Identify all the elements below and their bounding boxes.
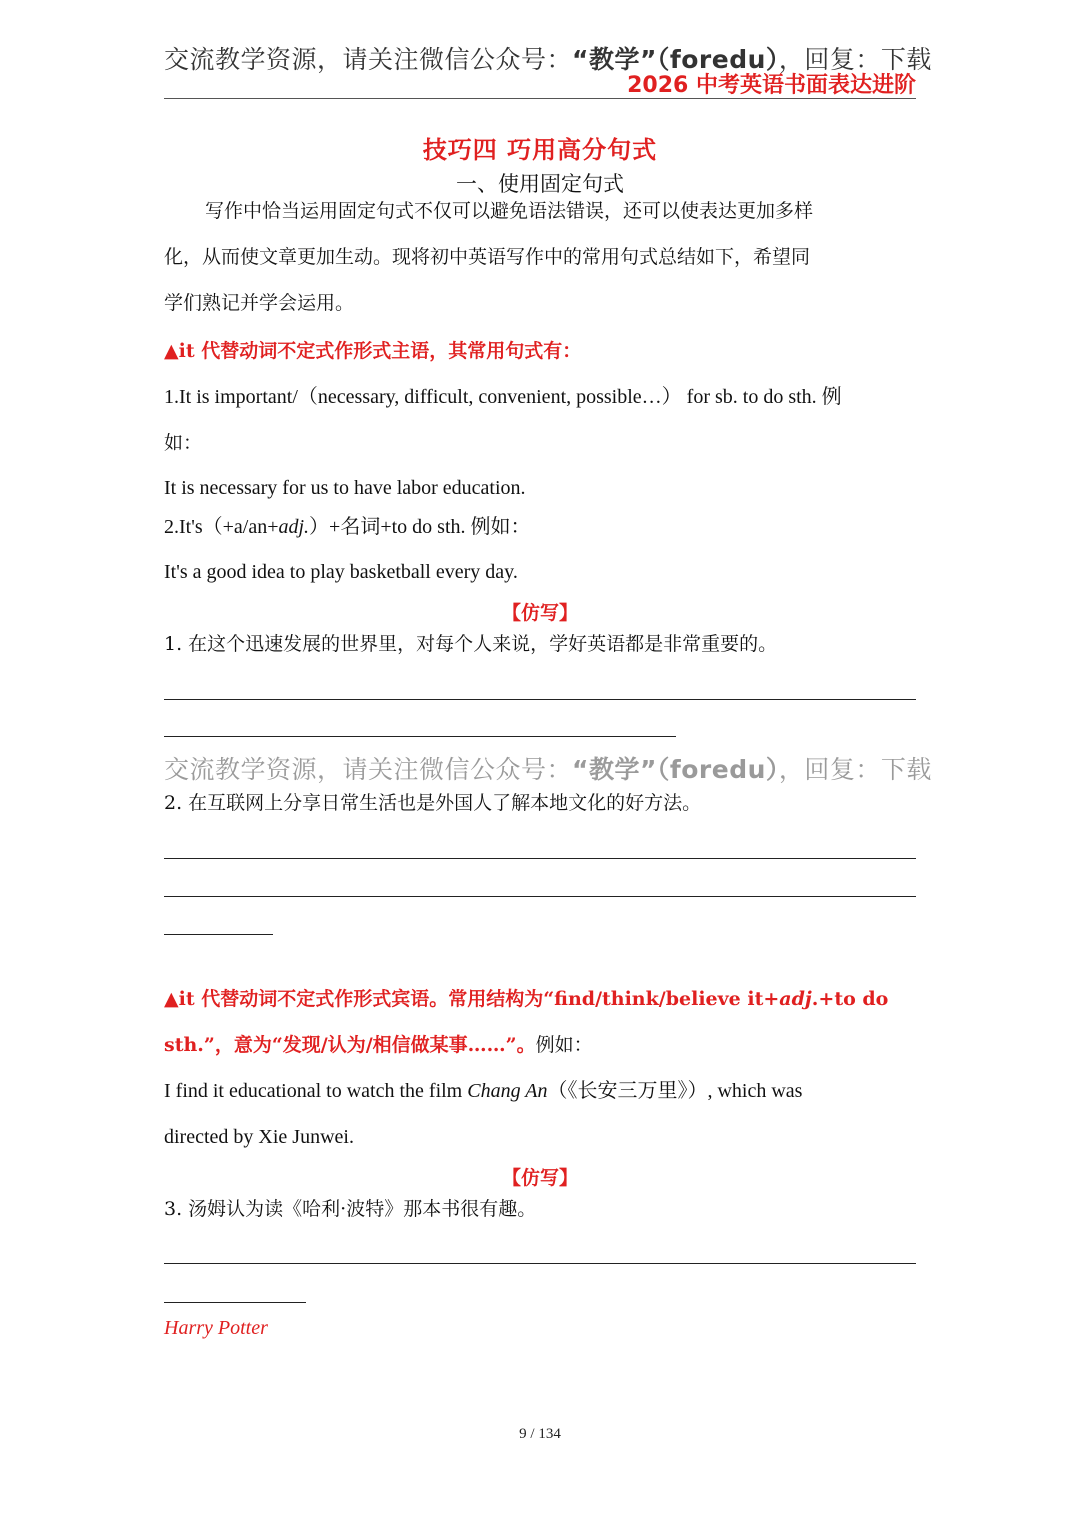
header-divider: [164, 98, 916, 99]
answer-blank[interactable]: [164, 736, 676, 737]
part2-heading-line-2-red: sth.”，意为“发现/认为/相信做某事……”。: [164, 1034, 536, 1056]
answer-blank[interactable]: [164, 699, 916, 700]
part2-heading-suffix: .+to do: [811, 988, 889, 1010]
mid-watermark: [164, 750, 932, 786]
part2-heading-line-2: [164, 1032, 593, 1058]
exercise-3: 3. 汤姆认为读《哈利·波特》那本书很有趣。: [164, 1198, 537, 1220]
watermark-suffix: ，回复：下载: [778, 755, 932, 784]
answer-blank[interactable]: [164, 1302, 306, 1303]
watermark-suffix: ，回复：下载: [778, 45, 932, 74]
watermark-bold: “教学”（foredu）: [572, 45, 779, 74]
watermark-bold: “教学”（foredu）: [572, 755, 779, 784]
answer-blank[interactable]: [164, 1263, 916, 1264]
part2-heading-line-1: [164, 986, 888, 1012]
exercise-1: 1. 在这个迅速发展的世界里，对每个人来说，学好英语都是非常重要的。: [164, 633, 778, 655]
example-1: It is necessary for us to have labor education.: [164, 477, 526, 499]
answer-blank[interactable]: [164, 858, 916, 859]
part2-heading-line-2-tail: 例如：: [535, 1034, 593, 1056]
intro-line-1: 写作中恰当运用固定句式不仅可以避免语法错误，还可以使表达更加多样: [205, 200, 814, 222]
example-3: [164, 1078, 802, 1104]
part2-heading-adj: adj: [779, 988, 812, 1010]
part2-heading-prefix: ▲it 代替动词不定式作形式宾语。常用结构为“find/think/believe it+: [164, 988, 780, 1010]
section-subtitle: 一、使用固定句式: [456, 172, 624, 196]
exercise-2: 2. 在互联网上分享日常生活也是外国人了解本地文化的好方法。: [164, 792, 702, 814]
watermark-prefix: 交流教学资源，请关注微信公众号：: [164, 755, 573, 784]
example-3-suffix: （《长安三万里》）, which was: [547, 1080, 803, 1102]
example-2: It's a good idea to play basketball every day.: [164, 561, 518, 583]
watermark-prefix: 交流教学资源，请关注微信公众号：: [164, 45, 573, 74]
example-3-line-2: directed by Xie Junwei.: [164, 1126, 354, 1148]
part1-heading: ▲it 代替动词不定式作形式主语，其常用句式有：: [164, 340, 582, 362]
hint-italic: Harry Potter: [164, 1317, 268, 1339]
answer-blank[interactable]: [164, 896, 916, 897]
imitation-label-2: 【仿写】: [501, 1167, 578, 1189]
pattern1-line-1: 1.It is important/（necessary, difficult, convenient, possible…） for sb. to do sth. 例: [164, 386, 842, 408]
imitation-label-1: 【仿写】: [501, 602, 578, 624]
pattern2-prefix: 2.It's（+a/an+: [164, 516, 279, 538]
hint-text: [164, 1315, 268, 1341]
pattern2-suffix: ）+名词+to do sth. 例如：: [309, 516, 531, 538]
example-3-film: Chang An: [467, 1080, 548, 1102]
page-title: 技巧四 巧用高分句式: [422, 136, 658, 164]
page-number: 9 / 134: [519, 1426, 561, 1442]
pattern2: [164, 514, 531, 540]
answer-blank[interactable]: [164, 934, 273, 935]
pattern1-line-2: 如：: [164, 432, 203, 454]
example-3-prefix: I find it educational to watch the film: [164, 1080, 468, 1102]
intro-line-3: 学们熟记并学会运用。: [164, 292, 355, 314]
series-title: 2026 中考英语书面表达进阶: [627, 73, 916, 98]
pattern2-adj: adj.: [278, 516, 310, 538]
intro-line-2: 化，从而使文章更加生动。现将初中英语写作中的常用句式总结如下，希望同: [164, 246, 811, 268]
